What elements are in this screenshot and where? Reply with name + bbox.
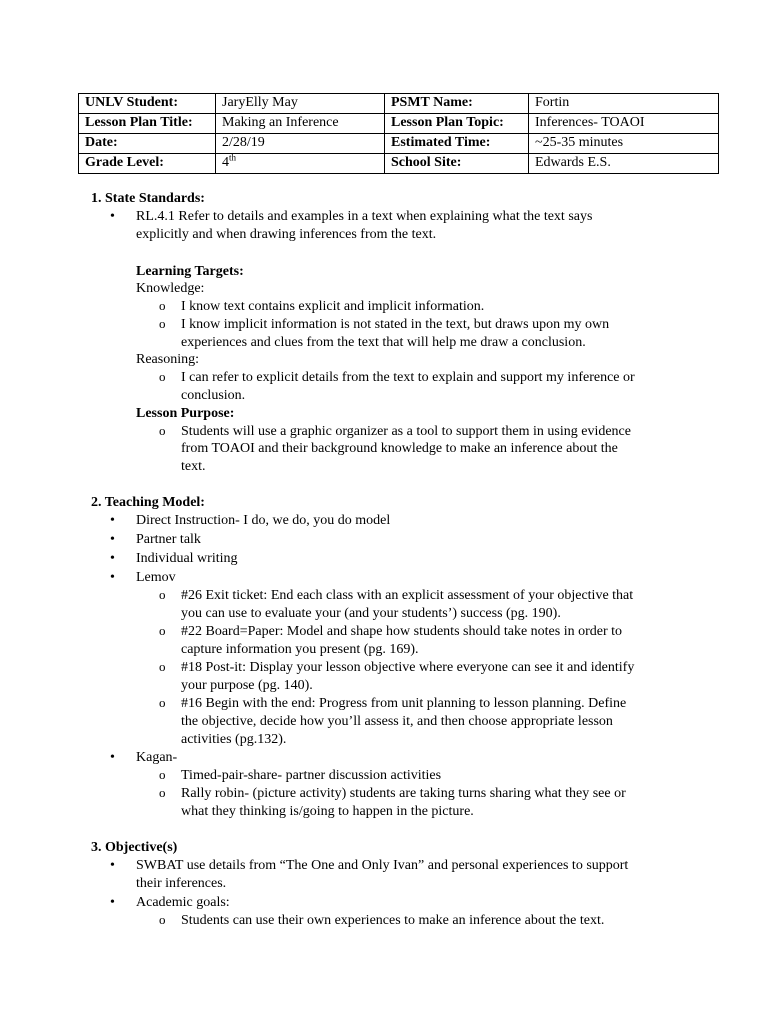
reasoning-label: Reasoning: [136,352,199,367]
kagan-timed-pair-share: o Timed-pair-share- partner discussion activities [181,767,441,785]
psmt-name-label: PSMT Name: [385,94,529,114]
grade-level-label: Grade Level: [79,154,216,174]
lemov-18: o #18 Post-it: Display your lesson objective where everyone can see it and identify [181,659,634,677]
grade-number: 4 [222,155,229,170]
date-label: Date: [79,134,216,154]
lesson-title-value: Making an Inference [216,114,385,134]
table-row [79,94,719,114]
knowledge-item-1: o I know text contains explicit and implicit information. [181,298,484,316]
section-1-heading: 1. State Standards: [91,191,205,206]
teaching-item-lemov: • Lemov [136,569,176,587]
grade-level-value [216,154,385,174]
standard-line-2: explicitly and when drawing inferences from the text. [136,227,437,242]
psmt-name-value: Fortin [529,94,719,114]
table-row [79,134,719,154]
grade-suffix: th [229,153,237,163]
lesson-topic-label: Lesson Plan Topic: [385,114,529,134]
knowledge-label: Knowledge: [136,281,205,296]
estimated-time-label: Estimated Time: [385,134,529,154]
unlv-student-value: JaryElly May [216,94,385,114]
purpose-item-1-cont-2: text. [181,459,206,474]
academic-goal-1: o Students can use their own experiences to make an inference about the text. [181,912,604,930]
teaching-item-kagan: • Kagan- [136,749,177,767]
teaching-item-partner-talk: • Partner talk [136,531,201,549]
school-site-value: Edwards E.S. [529,154,719,174]
date-value: 2/28/19 [216,134,385,154]
reasoning-item-1: o I can refer to explicit details from the text to explain and support my inference or [181,369,635,387]
section-3-heading: 3. Objective(s) [91,840,178,855]
lesson-title-label: Lesson Plan Title: [79,114,216,134]
learning-targets-heading: Learning Targets: [136,264,244,279]
objective-swbat: • SWBAT use details from “The One and Only Ivan” and personal experiences to support [136,857,628,875]
table-row [79,154,719,174]
section-2-heading: 2. Teaching Model: [91,495,205,510]
kagan-rally-robin-cont: what they thinking is/going to happen in the picture. [181,804,474,819]
purpose-item-1-cont: from TOAOI and their background knowledge to make an inference about the [181,441,618,456]
lemov-18-cont: your purpose (pg. 140). [181,678,313,693]
lemov-22: o #22 Board=Paper: Model and shape how students should take notes in order to [181,623,622,641]
reasoning-item-1-cont: conclusion. [181,388,246,403]
lesson-topic-value: Inferences- TOAOI [529,114,719,134]
lemov-22-cont: capture information you present (pg. 169). [181,642,419,657]
lesson-purpose-heading: Lesson Purpose: [136,406,235,421]
lemov-16-cont-2: activities (pg.132). [181,732,287,747]
estimated-time-value: ~25-35 minutes [529,134,719,154]
lemov-16: o #16 Begin with the end: Progress from unit planning to lesson planning. Define [181,695,626,713]
lesson-info-table [78,93,719,174]
lemov-26: o #26 Exit ticket: End each class with an explicit assessment of your objective that [181,587,633,605]
lemov-26-cont: you can use to evaluate your (and your students’) success (pg. 190). [181,606,561,621]
standard-line-1: • RL.4.1 Refer to details and examples in a text when explaining what the text says [136,208,592,226]
objective-swbat-cont: their inferences. [136,876,227,891]
objective-academic-goals: • Academic goals: [136,894,230,912]
unlv-student-label: UNLV Student: [79,94,216,114]
teaching-item-individual-writing: • Individual writing [136,550,238,568]
kagan-rally-robin: o Rally robin- (picture activity) students are taking turns sharing what they see or [181,785,626,803]
lemov-16-cont: the objective, decide how you’ll assess it, and then choose appropriate lesson [181,714,613,729]
knowledge-item-2-cont: experiences and clues from the text that will help me draw a conclusion. [181,335,586,350]
school-site-label: School Site: [385,154,529,174]
teaching-item-direct-instruction: • Direct Instruction- I do, we do, you do model [136,512,390,530]
purpose-item-1: o Students will use a graphic organizer as a tool to support them in using evidence [181,423,631,441]
table-row [79,114,719,134]
knowledge-item-2: o I know implicit information is not stated in the text, but draws upon my own [181,316,609,334]
